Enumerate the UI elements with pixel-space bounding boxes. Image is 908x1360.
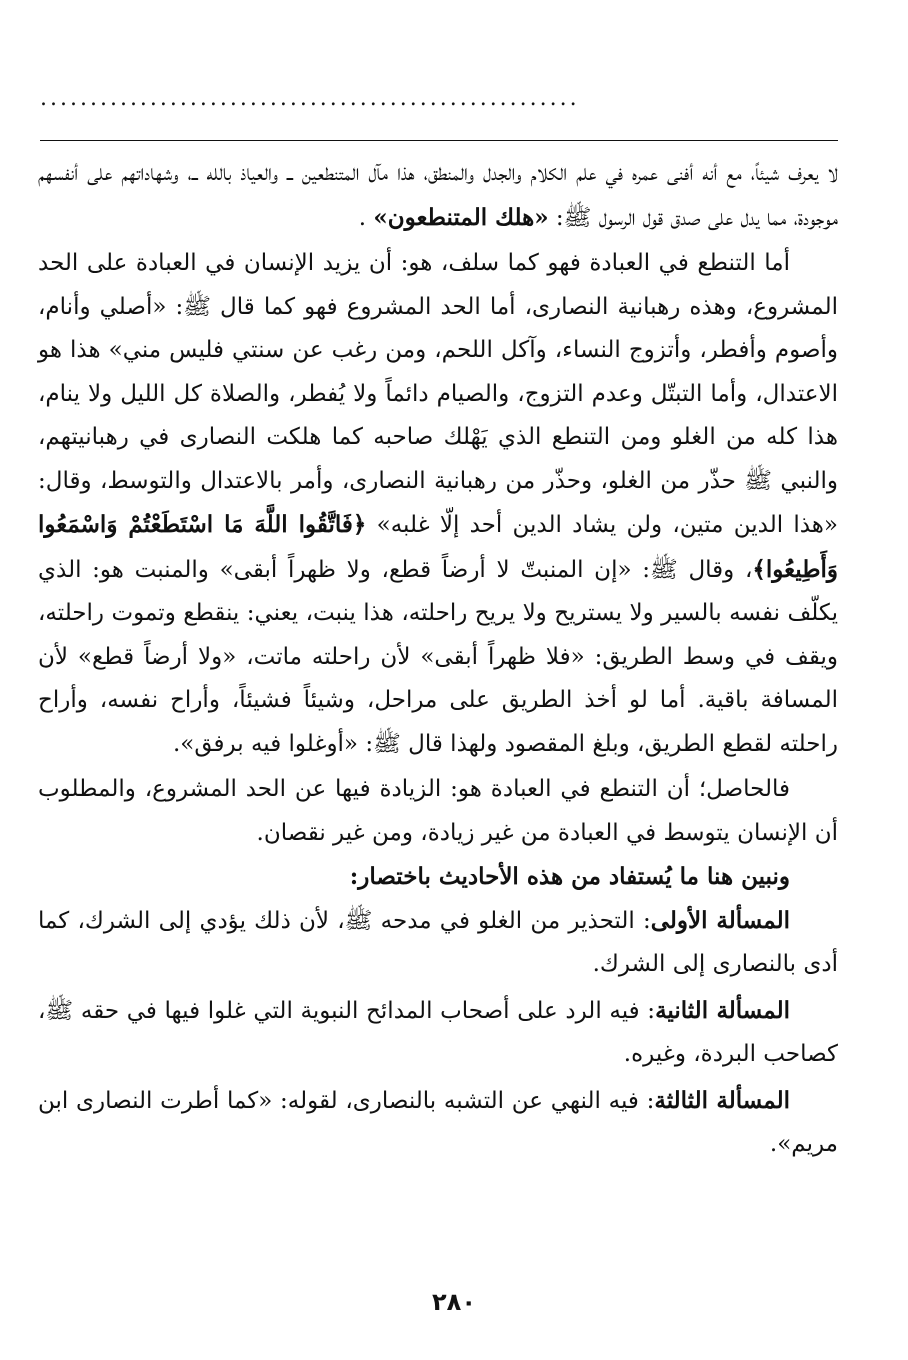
paragraph-text: لا يعرف شيئاً، مع أنه أفنى عمره في علم الكلام والجدل والمنطق، هذا مآل المتنطعين ــ والعياذ بالله ــ، وشهاداتهم على أنفسهم موجودة، مما يدل على صدق قول الرسول ﷺ: (38, 160, 838, 231)
issue-third (38, 1079, 838, 1167)
quran-verse: ﴿فَاتَّقُوا اللَّهَ مَا اسْتَطَعْتُمْ وَاسْمَعُوا وَأَطِيعُوا﴾ (38, 511, 838, 583)
issue-second (38, 989, 838, 1077)
paragraph-summary-heading (38, 855, 838, 899)
paragraph-end: . (358, 204, 367, 231)
page-number: ٢٨٠ (432, 1288, 476, 1316)
summary-heading: ونبين هنا ما يُستفاد من هذه الأحاديث باختصار: (349, 863, 790, 890)
paragraph-text: فالحاصل؛ أن التنطع في العبادة هو: الزيادة فيها عن الحد المشروع، والمطلوب أن الإنسان يتوسط في العبادة من غير زيادة، ومن غير نقصان. (38, 776, 838, 846)
issue-label: المسألة الثانية (655, 996, 790, 1024)
paragraph-conclusion (38, 768, 838, 855)
issue-label: المسألة الأولى (650, 906, 790, 934)
header-rule (40, 140, 838, 141)
issue-first (38, 899, 838, 987)
issue-text: : فيه النهي عن التشبه بالنصارى، لقوله: «كما أطرت النصارى ابن مريم». (38, 1087, 838, 1157)
hadith-quote: «هلك المتنطعون» (373, 203, 549, 231)
paragraph-text: أما التنطع في العبادة فهو كما سلف، هو: أن يزيد الإنسان في العبادة على الحد المشروع، وهذه رهبانية النصارى، أما الحد المشروع فهو كما قال ﷺ: «أصلي وأنام، وأصوم وأفطر، وأتزوج النساء، وآكل اللحم، ومن رغب عن سنتي فليس مني» هذا هو الاعتدال، وأما التبتّل وعدم التزوج، والصيام دائماً ولا يُفطر، والصلاة كل الليل ولا ينام، هذا كله من الغلو ومن التنطع الذي يَهْلك صاحبه كما هلكت النصارى في رهبانيتهم، والنبي ﷺ حذّر من الغلو، وحذّر من رهبانية النصارى، وأمر بالاعتدال والتوسط، وقال: «هذا الدين متين، ولن يشاد الدين أحد إلّا غلبه» (38, 250, 838, 538)
paragraph-continuation (38, 152, 838, 240)
issue-label: المسألة الثالثة (654, 1086, 790, 1114)
body-text (38, 152, 838, 1167)
dotted-separator: ...................................................... (40, 86, 580, 111)
issue-text: : التحذير من الغلو في مدحه ﷺ، لأن ذلك يؤدي إلى الشرك، كما أدى بالنصارى إلى الشرك. (38, 907, 838, 977)
paragraph-text: ، وقال ﷺ: «إن المنبتّ لا أرضاً قطع، ولا ظهراً أبقى» والمنبت هو: الذي يكلّف نفسه بالسير ولا يستريح ولا يريح راحلته، هذا ينبت، يعني: ينقطع وتموت راحلته، ويقف في وسط الطريق: «فلا ظهراً أبقى» لأن راحلته ماتت، «ولا أرضاً قطع» لأن المسافة باقية. أما لو أخذ الطريق على مراحل، وشيئاً فشيئاً، وأراح نفسه، وأراح راحلته لقطع الطريق، وبلغ المقصود ولهذا قال ﷺ: «أوغلوا فيه برفق». (38, 556, 838, 757)
paragraph-worship-extremism (38, 242, 838, 766)
issue-text: : فيه الرد على أصحاب المدائح النبوية التي غلوا فيها في حقه ﷺ، كصاحب البردة، وغيره. (38, 997, 838, 1067)
